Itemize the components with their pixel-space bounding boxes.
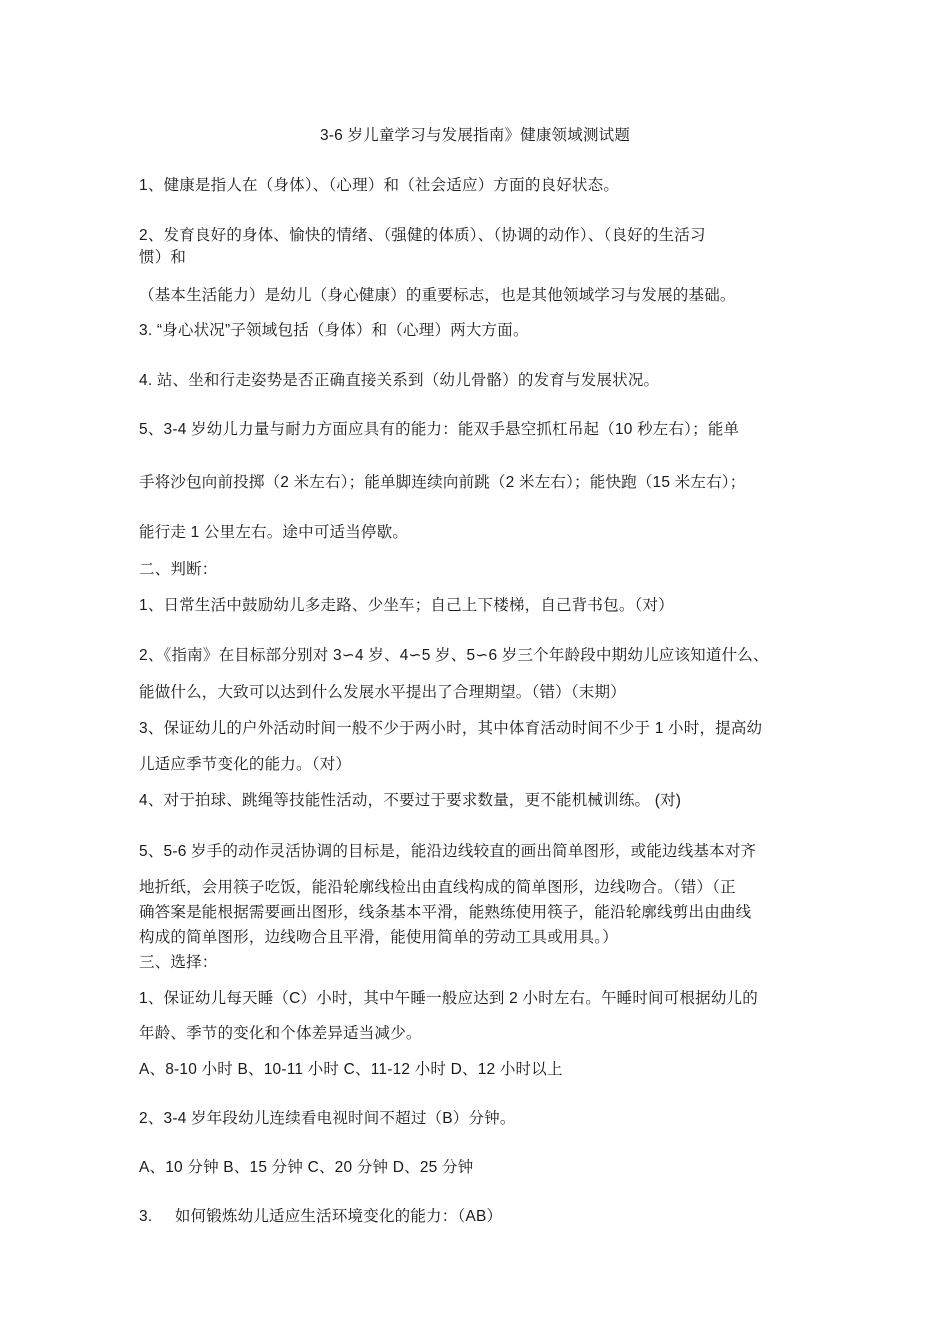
- text-line: 地折纸，会用筷子吃饭，能沿轮廓线检出由直线构成的简单图形，边线吻合。（错）（正: [139, 879, 736, 896]
- section-heading: 三、选择：: [139, 954, 218, 971]
- text-line: 2、《指南》在目标部分别对 3∽4 岁、4∽5 岁、5∽6 岁三个年龄段中期幼儿应该知道什么、: [139, 647, 769, 664]
- text-line: 1、保证幼儿每天睡（C）小时，其中午睡一般应达到 2 小时左右。午睡时间可根据幼儿的: [139, 990, 758, 1007]
- text-line: 2、3-4 岁年段幼儿连续看电视时间不超过（B）分钟。: [139, 1110, 516, 1127]
- text-line: 5、5-6 岁手的动作灵活协调的目标是，能沿边线较直的画出简单图形，或能边线基本对齐: [139, 843, 757, 860]
- text-line: 3. 如何锻炼幼儿适应生活环境变化的能力：（AB）: [139, 1208, 503, 1225]
- text-line: 年龄、季节的变化和个体差异适当减少。: [139, 1025, 422, 1042]
- text-line: 构成的简单图形，边线吻合且平滑，能使用简单的劳动工具或用具。）: [139, 929, 618, 946]
- text-line: （基本生活能力）是幼儿（身心健康）的重要标志，也是其他领域学习与发展的基础。: [139, 287, 736, 304]
- text-line: 确答案是能根据需要画出图形，线条基本平滑，能熟练使用筷子，能沿轮廓线剪出由曲线: [139, 904, 752, 921]
- text-line: 1、健康是指人在（身体）、（心理）和（社会适应）方面的良好状态。: [139, 177, 620, 194]
- options-line: A、8-10 小时 B、10-11 小时 C、11-12 小时 D、12 小时以上: [139, 1061, 563, 1078]
- document-title: 3-6 岁儿童学习与发展指南》健康领域测试题: [319, 127, 631, 144]
- section-heading: 二、判断：: [139, 561, 218, 578]
- options-line: A、10 分钟 B、15 分钟 C、20 分钟 D、25 分钟: [139, 1159, 474, 1176]
- text-line: 儿适应季节变化的能力。（对）: [139, 756, 352, 773]
- text-line: 1、日常生活中鼓励幼儿多走路、少坐车；自己上下楼梯，自己背书包。（对）: [139, 597, 674, 614]
- text-line: 3. “身心状况”子领域包括（身体）和（心理）两大方面。: [139, 322, 529, 339]
- text-line: 能做什么，大致可以达到什么发展水平提出了合理期望。（错）（末期）: [139, 684, 626, 701]
- text-line: 能行走 1 公里左右。途中可适当停歇。: [139, 524, 409, 541]
- text-line: 4、对于拍球、跳绳等技能性活动，不要过于要求数量，更不能机械训练。 (对): [139, 792, 682, 809]
- text-line: 惯）和: [139, 249, 187, 266]
- text-line: 2、发育良好的身体、愉快的情绪、（强健的体质）、（协调的动作）、（良好的生活习: [139, 227, 706, 244]
- text-line: 5、3-4 岁幼儿力量与耐力方面应具有的能力：能双手悬空抓杠吊起（10 秒左右）；能单: [139, 421, 740, 438]
- text-line: 3、保证幼儿的户外活动时间一般不少于两小时，其中体育活动时间不少于 1 小时，提高幼: [139, 720, 763, 737]
- text-line: 手将沙包向前投掷（2 米左右）；能单脚连续向前跳（2 米左右）；能快跑（15 米左右）；: [139, 474, 746, 491]
- text-line: 4. 站、坐和行走姿势是否正确直接关系到（幼儿骨骼）的发育与发展状况。: [139, 372, 660, 389]
